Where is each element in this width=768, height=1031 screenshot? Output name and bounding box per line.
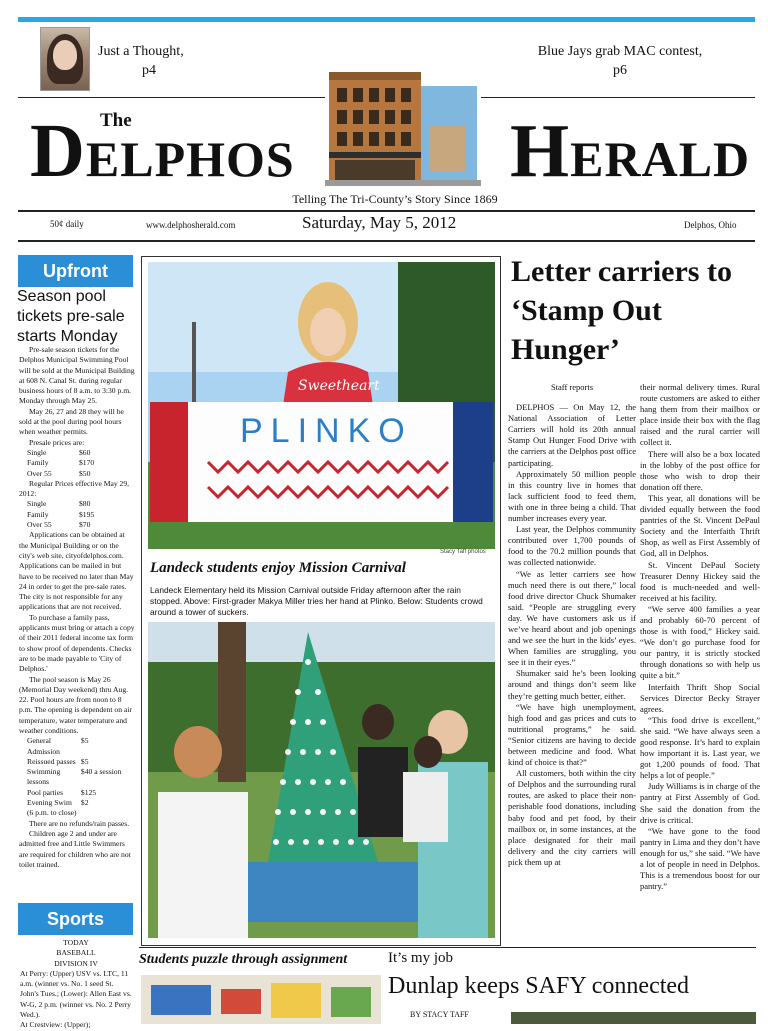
shirt-text: Sweetheart xyxy=(298,378,380,394)
price-row: Single $60 xyxy=(27,447,91,457)
admission-row: Evening Swim (6 p.m. to close) $2 xyxy=(27,798,89,818)
upfront-p6: To purchase a family pass, applicants must bring or attach a copy of their 2011 federal income tax form to show proof of dependents. Checks are to be made payable to 'City of Delphos.' xyxy=(19,612,135,674)
masthead-herald-rest: ERALD xyxy=(570,131,751,187)
admission-row: General Admission $5 xyxy=(27,736,89,756)
lead-paragraph: Approximately 50 million people in this country live in homes that lack sufficient food to feed them, with one in three being a child. That number increases every year. xyxy=(508,468,636,524)
admission-row: Swimming lessons $40 a session xyxy=(27,767,122,787)
sucker-tower-photo[interactable] xyxy=(148,622,495,938)
edition-website-link[interactable]: www.delphosherald.com xyxy=(146,220,236,230)
upfront-p5: Applications can be obtained at the Municipal Building or on the city's web site, cityofdelphos.com. Applications can be mailed in but have to be received no later than May 24 in order to get the pre-sale rates. The city is not responsible for any applications that are not received. xyxy=(19,530,134,612)
upfront-p4: Regular Prices effective May 29, 2012: xyxy=(19,478,130,499)
masthead-delphos xyxy=(30,108,295,195)
photo-headline[interactable]: Landeck students enjoy Mission Carnival xyxy=(150,560,406,576)
upfront-article xyxy=(19,345,135,895)
upfront-p3: Presale prices are: xyxy=(29,437,85,447)
upfront-headline[interactable]: Season pool tickets pre-sale starts Monday xyxy=(17,288,125,345)
lead-column-1 xyxy=(508,382,636,947)
lead-paragraph: This year, all donations will be divided equally between the food pantries of the St. Vincent DePaul Society and the Interfaith Thrift Shop, as well as First Assembly of God, all in Delphos. xyxy=(640,492,760,559)
edition-date: Saturday, May 5, 2012 xyxy=(302,213,457,232)
masthead-letter-d: D xyxy=(30,109,86,193)
teaser-right-title[interactable]: Blue Jays grab MAC contest, xyxy=(537,44,703,59)
masthead-the: The xyxy=(100,110,132,131)
price-row: Over 55 $50 xyxy=(27,468,91,478)
sports-line: At Perry: (Upper) USV vs. LTC, 11 a.m. (winner vs. No. 1 seed St. John's Tues.; (Lower): Allen East vs. W-G, 2 p.m. (winner vs. No. 2 Perry Wed.). xyxy=(20,968,132,1020)
upfront-p7: The pool season is May 26 (Memorial Day weekend) thru Aug. 22. Pool hours are from noon to 8 p.m. The opening is dependent on air temperature, water temperature and weather conditions. xyxy=(19,674,132,735)
lead-paragraph: their normal delivery times. Rural route customers are asked to either hang them from their mailbox or place inside their box with the flag raised and the rural carrier will collect it. xyxy=(640,382,760,448)
lead-paragraph: Judy Williams is in charge of the pantry at First Assembly of God. She said the donation from the drive is critical. xyxy=(640,781,760,825)
lead-column-2 xyxy=(640,382,760,947)
lead-paragraph: “We serve 400 families a year and probably 60-70 percent of those is with food,” Hickey said. “We don’t go purchase food for our pantry, it is strictly stocked through donations so with help us quite a bit.” xyxy=(640,603,760,681)
upfront-badge[interactable]: Upfront xyxy=(18,255,133,287)
top-accent-bar xyxy=(18,17,755,22)
teaser-left[interactable] xyxy=(98,42,238,80)
lead-paragraph: “We have gone to the food pantry in Lima and they don’t have enough for us,” she said. “We have a lot of people in need in Delphos. This is a tremendous boost for our pantry.” xyxy=(640,825,760,892)
masthead-tagline: Telling The Tri-County’s Story Since 1869 xyxy=(292,192,498,206)
lead-paragraph: “We as letter carriers see how much need there is out there,” local food drive director Chuck Shumaker said. “People are struggling every day. We have customers ask us if we’ve heard about and job openings and we see the hurt in the kids’ eyes. When families are struggling, you see it in their eyes.” xyxy=(508,568,636,668)
lead-headline[interactable]: Letter carriers to ‘Stamp Out Hunger’ xyxy=(511,255,732,366)
edition-price: 50¢ daily xyxy=(50,219,84,229)
teaser-right[interactable] xyxy=(500,42,740,80)
masthead-delphos-rest: ELPHOS xyxy=(85,131,295,187)
bottom-headline-its-my-job[interactable]: It’s my job xyxy=(388,950,454,966)
teaser-right-page: p6 xyxy=(613,63,627,78)
bottom-headline-students[interactable]: Students puzzle through assignment xyxy=(139,952,348,967)
sports-line: DIVISION IV xyxy=(54,958,98,968)
classroom-photo[interactable] xyxy=(141,975,381,1024)
columnist-photo[interactable] xyxy=(40,27,90,91)
lead-paragraph: All customers, both within the city of Delphos and the surrounding rural routes, are asked to place their non-perishable food donations, including baby food and pet food, by their mailbox or, in some instances, at the place designated for their mail delivery and the city carriers will pick them up at xyxy=(508,768,636,867)
masthead-letter-h: H xyxy=(510,109,571,193)
sports-line: TODAY xyxy=(63,938,89,947)
sports-badge[interactable]: Sports xyxy=(18,903,133,935)
upfront-p2: May 26, 27 and 28 they will be sold at the pool during pool hours when weather permits. xyxy=(19,406,124,437)
bottom-rule xyxy=(139,947,756,948)
sports-line: At Crestview: (Upper); xyxy=(20,1020,91,1030)
masthead-herald xyxy=(510,108,750,195)
lead-paragraph: There will also be a box located in the lobby of the post office for those who wish to drop their donation off there. xyxy=(640,448,760,492)
lead-paragraph: Interfaith Thrift Shop Social Services Director Becky Strayer agrees. xyxy=(640,681,760,714)
price-row: Family $195 xyxy=(27,509,95,519)
bottom-byline: BY STACY TAFF xyxy=(410,1010,469,1019)
price-row: Single $80 xyxy=(27,499,91,509)
upfront-p8: There are no refunds/rain passes. xyxy=(29,818,130,828)
bottom-headline-dunlap[interactable]: Dunlap keeps SAFY connected xyxy=(388,973,690,999)
lead-paragraph: “This food drive is excellent,” she said. “We have always seen a good response. It’s hard to explain how important it is. Last year, we got 1,200 pounds of food. That helps a lot of people.” xyxy=(640,714,760,781)
photo-credit: Stacy Taff photos xyxy=(440,549,486,555)
sports-line: BASEBALL xyxy=(56,948,96,958)
lead-paragraph: Shumaker said he’s been looking around and things don’t seem like they’re getting much better, either. xyxy=(508,668,636,701)
admission-row: Pool parties $125 xyxy=(27,787,97,797)
lead-byline: Staff reports xyxy=(550,382,594,392)
lead-paragraph: Last year, the Delphos community contributed over 1,700 pounds of food to the 70.2 million pounds that was collected nationwide. xyxy=(508,524,636,568)
price-row: Over 55 $70 xyxy=(27,520,91,530)
edition-place: Delphos, Ohio xyxy=(684,220,737,230)
plinko-sign-text: PLINKO xyxy=(240,412,413,450)
edition-rule-bottom xyxy=(18,240,755,242)
teaser-left-title[interactable]: Just a Thought, xyxy=(98,44,184,59)
sports-schedule xyxy=(20,938,132,1030)
herald-building-illustration xyxy=(325,56,481,186)
lead-paragraph: “We have high unemployment, high food and gas prices and cuts to nutritional programs,” he said. “Senior citizens are having to decide between medicine and food. What kind of choice is that?” xyxy=(508,701,636,768)
edition-rule-top xyxy=(18,210,755,212)
dunlap-photo[interactable] xyxy=(511,1012,756,1024)
lead-paragraph: DELPHOS — On May 12, the National Association of Letter Carriers will hold its 20th annual Stamp Out Hunger Food Drive with the carriers at the Delphos post office participating. xyxy=(508,402,636,468)
upfront-p9: Children age 2 and under are admitted free and Little Swimmers are required for children who are not toilet trained. xyxy=(19,828,131,869)
lead-paragraph: St. Vincent DePaul Society Treasurer Denny Hickey said the food is much-needed and well-received at his facility. xyxy=(640,559,760,603)
plinko-photo[interactable] xyxy=(148,262,495,549)
price-row: Family $170 xyxy=(27,458,95,468)
admission-row: Reissued passes $5 xyxy=(27,756,89,766)
teaser-left-page: p4 xyxy=(142,63,156,78)
photo-caption: Landeck Elementary held its Mission Carnival outside Friday afternoon after the rain stopped. Above: First-grader Makya Miller tries her hand at Plinko. Below: Students crowd around a tower of suckers. xyxy=(150,585,483,617)
upfront-p1: Pre-sale season tickets for the Delphos Municipal Swimming Pool will be sold at the Municipal Building at 608 N. Canal St. during regular business hours of 8 a.m. to 3:30 p.m. Monday through May 25. xyxy=(19,345,135,406)
